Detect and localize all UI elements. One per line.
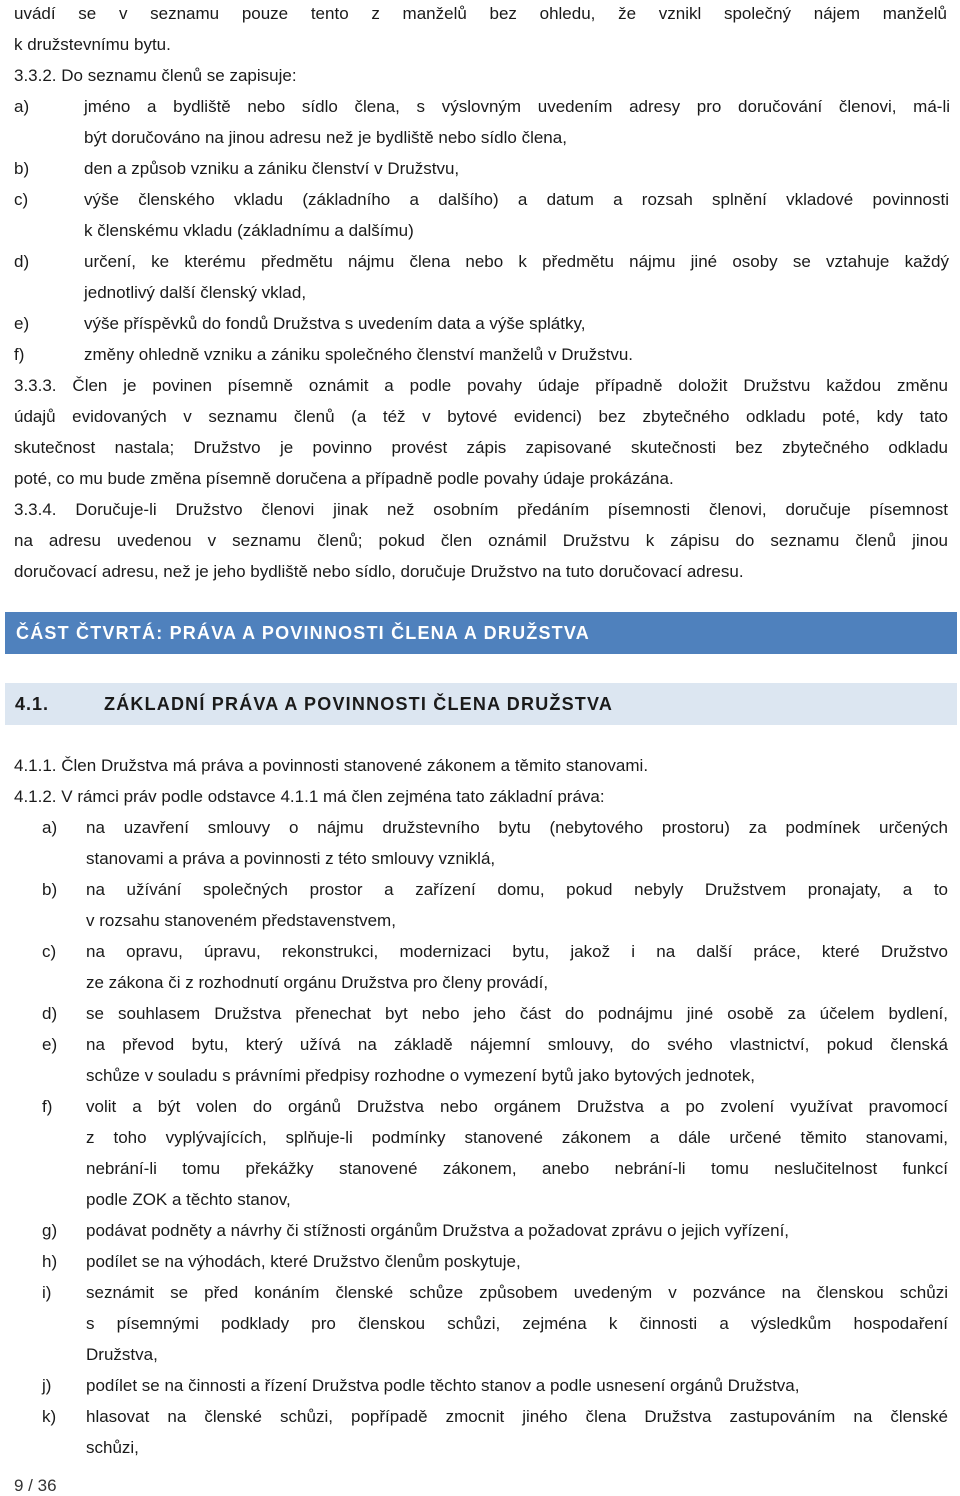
list-label: e) — [14, 314, 30, 333]
list-item-line: seznámit se před konáním členské schůze způsobem uvedeným v pozvánce na členskou schůzi — [86, 1283, 948, 1302]
list-label: j) — [42, 1376, 52, 1395]
list-item-line: výše členského vkladu (základního a dalšího) a datum a rozsah splnění vkladové povinnosti — [84, 190, 949, 209]
list-item-line: podávat podněty a návrhy či stížnosti orgánům Družstva a požadovat zprávu o jejich vyřízení, — [86, 1221, 790, 1240]
list-label: a) — [14, 97, 30, 116]
list-item-line: k členskému vkladu (základnímu a dalšímu) — [84, 221, 414, 240]
list-label: f) — [42, 1097, 53, 1116]
list-item-line: být doručováno na jinou adresu než je bydliště nebo sídlo člena, — [84, 128, 567, 147]
page-number: 9 / 36 — [14, 1476, 57, 1495]
list-label: i) — [42, 1283, 52, 1302]
subsection-number: 4.1. — [15, 694, 50, 714]
paragraph-heading: 3.3.2. Do seznamu členů se zapisuje: — [14, 66, 297, 85]
list-label: c) — [42, 942, 57, 961]
subsection-header — [5, 683, 957, 725]
section-title: ČÁST ČTVRTÁ: PRÁVA A POVINNOSTI ČLENA A DRUŽSTVA — [16, 623, 590, 643]
list-item-line: určení, ke kterému předmětu nájmu člena nebo k předmětu nájmu jiné osoby se vztahuje každý — [84, 252, 949, 271]
list-item-line: podle ZOK a těchto stanov, — [86, 1190, 291, 1209]
list-label: g) — [42, 1221, 58, 1240]
paragraph-line: poté, co mu bude změna písemně doručena a případně podle povahy údaje prokázána. — [14, 469, 674, 488]
list-label: a) — [42, 818, 58, 837]
list-label: d) — [42, 1004, 58, 1023]
section-header — [5, 612, 957, 654]
paragraph-line: doručovací adresu, než je jeho bydliště nebo sídlo, doručuje Družstvo na tuto doručovací adresu. — [14, 562, 744, 581]
list-label: d) — [14, 252, 30, 271]
list-item-line: podílet se na výhodách, které Družstvo členům poskytuje, — [86, 1252, 521, 1271]
paragraph-line: 3.3.4. Doručuje-li Družstvo členovi jinak než osobním předáním písemnosti členovi, doručuje písemnost — [14, 500, 948, 519]
list-label: b) — [42, 880, 58, 899]
list-item-line: na převod bytu, který užívá na základě nájemní smlouvy, do svého vlastnictví, pokud členská — [86, 1035, 948, 1054]
list-item-line: jméno a bydliště nebo sídlo člena, s výslovným uvedením adresy pro doručování členovi, má-li — [84, 97, 950, 116]
paragraph-line: 3.3.3. Člen je povinen písemně oznámit a podle povahy údaje případně doložit Družstvu každou změnu — [14, 376, 948, 395]
list-item-line: hlasovat na členské schůzi, popřípadě zmocnit jiného člena Družstva zastupováním na členské — [86, 1407, 948, 1426]
list-item-line: schůzi, — [86, 1438, 139, 1457]
list-item-line: změny ohledně vzniku a zániku společného členství manželů v Družstvu. — [84, 345, 634, 364]
paragraph-line: na adresu uvedenou v seznamu členů; pokud člen oznámil Družstvu k zápisu do seznamu členů jinou — [14, 531, 948, 550]
paragraph-line: skutečnost nastala; Družstvo je povinno provést zápis zapisované skutečnosti bez zbytečného odkladu — [14, 438, 948, 457]
list-item-line: v rozsahu stanoveném představenstvem, — [86, 911, 396, 930]
list-item-line: z toho vyplývajících, splňuje-li podmínky stanovené zákonem a dále určené těmito stanovami, — [86, 1128, 948, 1147]
list-item-line: výše příspěvků do fondů Družstva s uvedením data a výše splátky, — [84, 314, 586, 333]
list-label: h) — [42, 1252, 58, 1271]
list-label: b) — [14, 159, 30, 178]
paragraph-line: 4.1.1. Člen Družstva má práva a povinnosti stanovené zákonem a těmito stanovami. — [14, 756, 649, 775]
list-item-line: jednotlivý další členský vklad, — [84, 283, 307, 302]
paragraph-line: k družstevnímu bytu. — [14, 35, 171, 54]
list-item-line: na opravu, úpravu, rekonstrukci, modernizaci bytu, jakož i na další práce, které Družstvo — [86, 942, 948, 961]
paragraph-line: 4.1.2. V rámci práv podle odstavce 4.1.1 má člen zejména tato základní práva: — [14, 787, 605, 806]
list-item-line: ze zákona či z rozhodnutí orgánu Družstva pro členy provádí, — [86, 973, 549, 992]
list-label: e) — [42, 1035, 58, 1054]
paragraph-line: údajů evidovaných v seznamu členů (a též v bytové evidenci) bez zbytečného odkladu poté, kdy tato — [14, 407, 948, 426]
list-label: c) — [14, 190, 29, 209]
list-item-line: den a způsob vzniku a zániku členství v Družstvu, — [84, 159, 460, 178]
list-item-line: stanovami a práva a povinnosti z této smlouvy vzniklá, — [86, 849, 496, 868]
subsection-title: ZÁKLADNÍ PRÁVA A POVINNOSTI ČLENA DRUŽSTVA — [104, 694, 614, 714]
list-item-line: s písemnými podklady pro členskou schůzi, zejména k činnosti a výsledkům hospodaření — [86, 1314, 948, 1333]
list-label: k) — [42, 1407, 57, 1426]
paragraph-line: uvádí se v seznamu pouze tento z manželů bez ohledu, že vznikl společný nájem manželů — [14, 4, 947, 23]
list-item-line: podílet se na činnosti a řízení Družstva podle těchto stanov a podle usnesení orgánů Družstva, — [86, 1376, 800, 1395]
list-item-line: nebrání-li tomu překážky stanovené zákonem, anebo nebrání-li tomu neslučitelnost funkcí — [86, 1159, 948, 1178]
list-label: f) — [14, 345, 25, 364]
list-item-line: na užívání společných prostor a zařízení domu, pokud nebyly Družstvem pronajaty, a to — [86, 880, 948, 899]
list-item-line: na uzavření smlouvy o nájmu družstevního bytu (nebytového prostoru) za podmínek určených — [86, 818, 948, 837]
list-item-line: se souhlasem Družstva přenechat byt nebo jeho část do podnájmu jiné osobě za účelem bydlení, — [86, 1004, 948, 1023]
list-item-line: schůze v souladu s právními předpisy rozhodne o vymezení bytů jako bytových jednotek, — [86, 1066, 756, 1085]
list-item-line: Družstva, — [86, 1345, 158, 1364]
list-item-line: volit a být volen do orgánů Družstva nebo orgánem Družstva a po zvolení využívat pravomocí — [86, 1097, 948, 1116]
